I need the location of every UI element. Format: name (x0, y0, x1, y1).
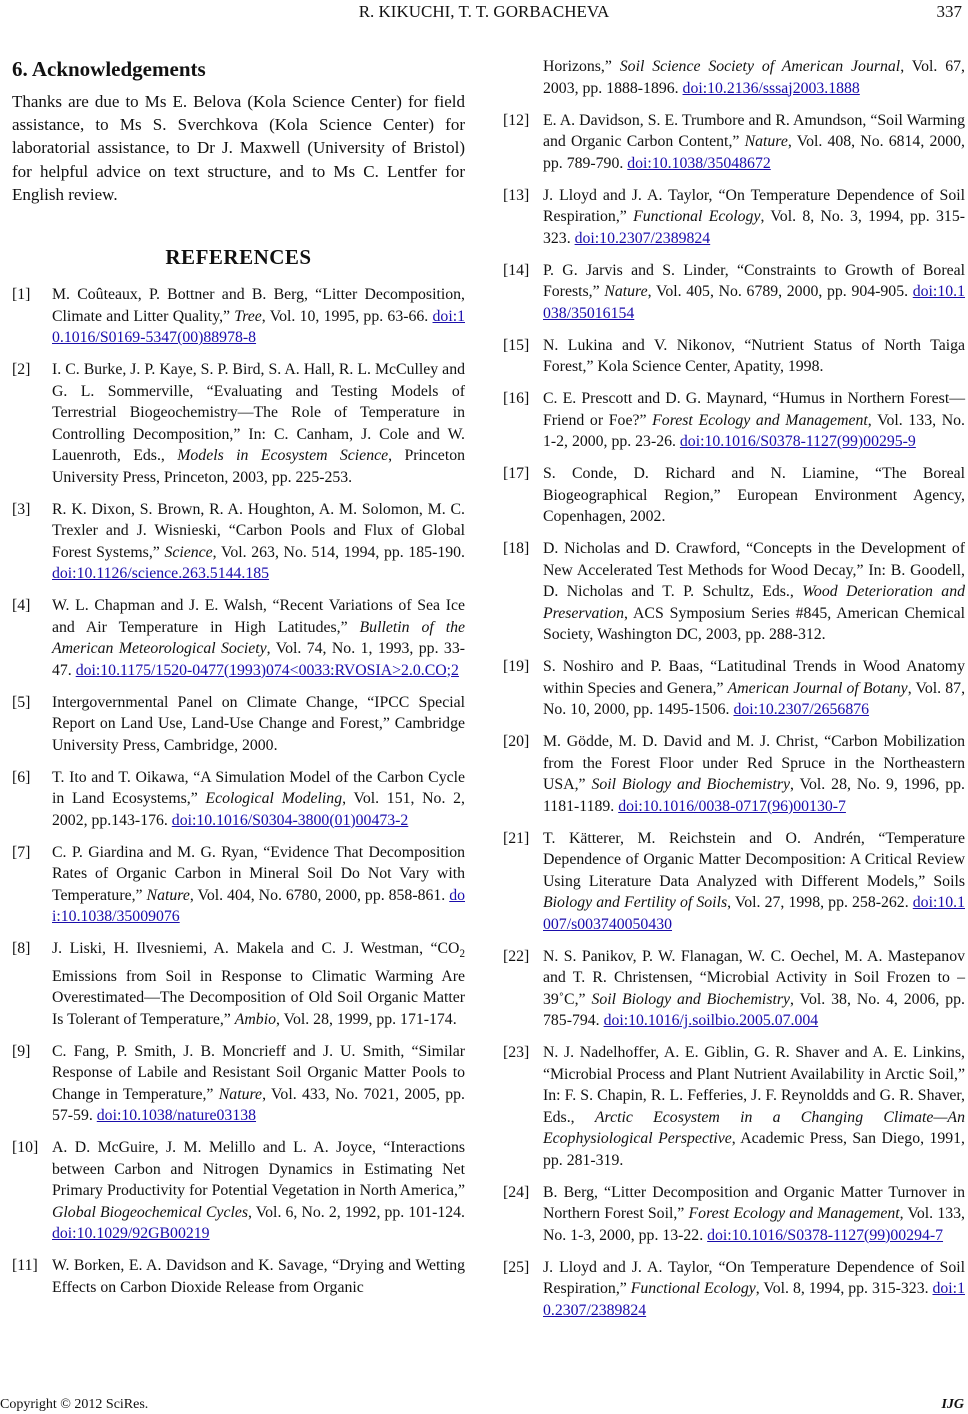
reference-text: I. C. Burke, J. P. Kaye, S. P. Bird, S. A. Hall, R. L. McCulley and G. L. Sommerville, “Evaluating and Testing Models of Terrestrial Biogeochemistry—The Role of Temperature in Controlling Decomposition,” In: C. Canham, J. Cole and W. Lauenroth, Eds., (52, 361, 465, 465)
publication-title: Bulletin of the American Meteorological Society (52, 618, 465, 658)
reference-text: , Vol. 133, No. 1-3, 2000, pp. 13-22. (543, 1205, 965, 1244)
reference-number: [16] (503, 390, 530, 407)
reference-text: T. Ito and T. Oikawa, “A Simulation Model of the Carbon Cycle in Land Ecosystems,” (52, 768, 465, 808)
reference-text: J. Lloyd and J. A. Taylor, “On Temperature Dependence of Soil Respiration,” (543, 1258, 965, 1297)
reference-text: Horizons,” (543, 58, 620, 75)
reference-text: , Vol. 8, No. 3, 1994, pp. 315-323. (543, 208, 965, 247)
publication-title: Ecological Modeling (205, 790, 343, 808)
reference-text: M. Gödde, M. D. David and M. J. Christ, “Carbon Mobilization from the Forest Floor under Red Spruce in the Northeastern USA,” (543, 733, 965, 793)
reference-text: Intergovernmental Panel on Climate Change, “IPCC Special Report on Land Use, Land-Use Change and Forest,” Cambridge University Press, Cambridge, 2000. (52, 693, 465, 754)
reference-text: , Vol. 28, No. 9, 1996, pp. 1181-1189. (543, 776, 966, 815)
publication-title: American Journal of Botany (727, 679, 908, 697)
doi-link[interactable]: doi:10.1038/35016154 (543, 283, 965, 322)
reference-text: B. Berg, “Litter Decomposition and Organic Matter Turnover in Northern Forest Soil,” (543, 1183, 965, 1222)
reference-item (12, 1041, 465, 1127)
doi-link[interactable]: doi:10.1038/35009076 (52, 886, 466, 926)
doi-link[interactable]: doi:10.1007/s003740050430 (543, 894, 965, 933)
reference-text: C. P. Giardina and M. G. Ryan, “Evidence That Decomposition Rates of Organic Carbon in Mineral Soil Do Not Vary with Temperature,” (52, 843, 465, 904)
reference-item (12, 284, 465, 349)
reference-item (503, 335, 965, 378)
reference-number: [15] (503, 336, 530, 354)
reference-item (503, 260, 965, 325)
reference-text: , Vol. 6, No. 2, 1992, pp. 101-124. (248, 1203, 465, 1221)
publication-title: Biology and Fertility of Soils (543, 894, 728, 911)
reference-text: W. L. Chapman and J. E. Walsh, “Recent Variations of Sea Ice and Air Temperature in High Latitudes,” (52, 597, 465, 636)
left-column (12, 56, 465, 1309)
reference-item (12, 938, 465, 1030)
publication-title: Functional Ecology (633, 208, 761, 225)
reference-item (503, 828, 965, 936)
reference-number: [1] (12, 286, 31, 304)
doi-link[interactable]: doi:10.1029/92GB00219 (52, 1225, 210, 1243)
reference-item (12, 359, 465, 488)
publication-title: Science (164, 543, 213, 561)
publication-title: Models in Ecosystem Science (177, 447, 389, 465)
reference-text: P. G. Jarvis and S. Linder, “Constraints to Growth of Boreal Forests,” (543, 261, 965, 300)
publication-title: Nature (146, 886, 190, 904)
reference-number: [3] (12, 500, 31, 518)
doi-link[interactable]: doi:10.2307/2389824 (543, 1280, 965, 1319)
reference-text: C. Fang, P. Smith, J. B. Moncrieff and J. U. Smith, “Similar Response of Labile and Resistant Soil Organic Matter Pools to Change in Temperature,” (52, 1042, 465, 1103)
right-column (503, 56, 965, 1332)
reference-text: , Vol. 263, No. 514, 1994, pp. 185-190. (212, 543, 465, 561)
publication-title: Soil Biology and Biochemistry (591, 776, 791, 793)
reference-number: [14] (503, 261, 530, 279)
reference-item (503, 388, 965, 453)
reference-number: [4] (12, 597, 31, 615)
reference-item (503, 110, 965, 175)
reference-item (12, 692, 465, 757)
doi-link[interactable]: doi:10.1016/S0378-1127(99)00294-7 (707, 1226, 944, 1244)
publication-title: Arctic Ecosystem in a Changing Climate—An Ecophysiological Perspective (543, 1108, 965, 1147)
reference-item (503, 1042, 965, 1171)
reference-text: , Academic Press, San Diego, 1991, pp. 281-319. (543, 1130, 965, 1169)
reference-text: , Vol. 408, No. 6814, 2000, pp. 789-790. (543, 133, 965, 172)
reference-number: [9] (12, 1042, 31, 1060)
doi-link[interactable]: doi:10.2136/sssaj2003.1888 (682, 79, 860, 97)
reference-text: S. Noshiro and P. Baas, “Latitudinal Trends in Wood Anatomy within Species and Genera,” (543, 658, 965, 697)
publication-title: Nature (744, 133, 788, 150)
reference-text: , Vol. 67, 2003, pp. 1888-1896. (543, 58, 966, 97)
reference-number: [20] (503, 733, 530, 750)
reference-item (503, 1182, 965, 1247)
reference-number: [8] (12, 940, 31, 958)
reference-text: W. Borken, E. A. Davidson and K. Savage, “Drying and Wetting Effects on Carbon Dioxide Release from Organic (52, 1257, 465, 1296)
reference-text: D. Nicholas and D. Crawford, “Concepts in the Development of New Accelerated Test Methods for Wood Decay,” In: B. Goodell, D. Nicholas and T. P. Schultz, Eds., (543, 540, 965, 600)
doi-link[interactable]: doi:10.1038/35048672 (627, 154, 771, 172)
copyright-footer: Copyright © 2012 SciRes. (0, 1397, 149, 1412)
publication-title: Ambio (234, 1010, 276, 1028)
reference-text: , Vol. 133, No. 1-2, 2000, pp. 23-26. (543, 411, 965, 450)
reference-text: J. Liski, H. Ilvesniemi, A. Makela and C. J. Westman, “CO (52, 940, 460, 958)
reference-text: R. K. Dixon, S. Brown, R. A. Houghton, A. M. Solomon, M. C. Trexler and J. Wisnieski, “Carbon Pools and Flux of Global Forest Systems,” (52, 500, 465, 561)
publication-title: Soil Science Society of American Journal (619, 58, 901, 75)
reference-item-continued (503, 56, 965, 99)
reference-number: [11] (12, 1257, 38, 1275)
reference-text: , ACS Symposium Series #845, American Chemical Society, Washington DC, 2003, pp. 288-312. (543, 604, 965, 643)
reference-text: , Vol. 27, 1998, pp. 258-262. (727, 894, 913, 911)
publication-title: Soil Biology and Biochemistry (591, 990, 791, 1008)
publication-title: Nature (604, 283, 648, 300)
doi-link[interactable]: doi:10.1175/1520-0477(1993)074<0033:RVOSIA>2.0.CO;2 (75, 661, 459, 679)
reference-number: [22] (503, 947, 530, 965)
publication-title: Forest Ecology and Management (652, 411, 868, 429)
reference-text: 2 (459, 948, 465, 961)
reference-text: S. Conde, D. Richard and N. Liamine, “The Boreal Biogeographical Region,” European Environment Agency, Copenhagen, 2002. (543, 465, 965, 525)
reference-number: [5] (12, 693, 31, 711)
reference-list-continued (503, 56, 965, 1321)
reference-text: , Vol. 433, No. 7021, 2005, pp. 57-59. (52, 1085, 465, 1125)
reference-text: , Vol. 151, No. 2, 2002, pp.143-176. (52, 790, 465, 829)
reference-text: J. Lloyd and J. A. Taylor, “On Temperature Dependence of Soil Respiration,” (543, 186, 965, 225)
doi-link[interactable]: doi:10.1016/j.soilbio.2005.07.004 (603, 1012, 819, 1029)
reference-number: [24] (503, 1183, 530, 1201)
reference-item (503, 656, 965, 721)
reference-number: [23] (503, 1044, 530, 1061)
reference-item (12, 1255, 465, 1298)
doi-link[interactable]: doi:10.1038/nature03138 (96, 1107, 257, 1125)
reference-text: M. Coûteaux, P. Bottner and B. Berg, “Litter Decomposition, Climate and Litter Quality,” (52, 286, 465, 325)
reference-number: [7] (12, 843, 31, 861)
reference-text: , Vol. 87, No. 10, 2000, pp. 1495-1506. (543, 679, 966, 718)
reference-number: [19] (503, 658, 530, 675)
reference-text: , Vol. 28, 1999, pp. 171-174. (276, 1010, 457, 1028)
reference-list (12, 284, 465, 1298)
reference-text: T. Kätterer, M. Reichstein and O. Andrén, “Temperature Dependence of Organic Matter Decomposition: A Critical Review Using Literature Data Analyzed with Different Models,” Soils (543, 829, 965, 890)
reference-text: C. E. Prescott and D. G. Maynard, “Humus in Northern Forest—Friend or Foe?” (543, 390, 965, 429)
reference-text: E. A. Davidson, S. E. Trumbore and R. Amundson, “Soil Warming and Organic Carbon Content,” (543, 111, 965, 150)
reference-number: [2] (12, 361, 31, 379)
reference-number: [12] (503, 111, 530, 129)
reference-text: N. Lukina and V. Nikonov, “Nutrient Status of North Taiga Forest,” Kola Science Center, Apatity, 1998. (543, 336, 965, 375)
reference-number: [17] (503, 465, 530, 482)
reference-item (12, 1137, 465, 1245)
doi-link[interactable]: doi:10.1016/S0304-3800(01)00473-2 (171, 811, 409, 829)
reference-text: A. D. McGuire, J. M. Melillo and L. A. Joyce, “Interactions between Carbon and Nitrogen Dynamics in Estimating Net Primary Productivity for Potential Vegetation in North America,” (52, 1139, 465, 1200)
reference-item (12, 842, 465, 928)
references-heading: REFERENCES (165, 245, 312, 270)
journal-abbrev: IJG (941, 1397, 964, 1412)
reference-item (503, 185, 965, 250)
publication-title: Forest Ecology and Management (688, 1205, 900, 1222)
publication-title: Global Biogeochemical Cycles (52, 1203, 248, 1221)
reference-item (12, 767, 465, 832)
page-number: 337 (936, 2, 962, 21)
doi-link[interactable]: doi:10.2307/2389824 (574, 229, 711, 247)
reference-text: , Vol. 74, No. 1, 1993, pp. 33-47. (52, 640, 465, 679)
acknowledgements-heading: 6. Acknowledgements (12, 57, 206, 81)
reference-text: , Vol. 10, 1995, pp. 63-66. (261, 307, 433, 325)
reference-item (503, 946, 965, 1032)
reference-item (503, 463, 965, 528)
reference-number: [21] (503, 829, 530, 847)
doi-link[interactable]: doi:10.1016/0038-0717(96)00130-7 (618, 797, 846, 815)
reference-text: N. J. Nadelhoffer, A. E. Giblin, G. R. Shaver and A. E. Linkins, “Microbial Process and Plant Nutrient Availability in Arctic Soil,” In: F. S. Chapin, R. L. Fefferies, J. F. Reynoldds and G. R. Shaver, Eds., (543, 1044, 965, 1126)
reference-number: [10] (12, 1139, 39, 1157)
reference-number: [13] (503, 186, 530, 204)
reference-text: , Vol. 404, No. 6780, 2000, pp. 858-861. (189, 886, 450, 904)
reference-number: [18] (503, 540, 530, 557)
reference-text: , Vol. 38, No. 4, 2006, pp. 785-794. (543, 990, 965, 1029)
doi-link[interactable]: doi:10.2307/2656876 (733, 701, 870, 718)
reference-text: Emissions from Soil in Response to Climatic Warming Are Overestimated—The Decomposition of Old Soil Organic Matter Is Tolerant of Temperature,” (52, 967, 465, 1028)
reference-number: [25] (503, 1258, 530, 1276)
reference-text: , Vol. 405, No. 6789, 2000, pp. 904-905. (647, 283, 913, 300)
publication-title: Functional Ecology (630, 1280, 756, 1297)
publication-title: Tree (234, 307, 262, 325)
publication-title: Wood Deterioration and Preservation (543, 583, 966, 622)
running-header: R. KIKUCHI, T. T. GORBACHEVA (358, 2, 610, 21)
reference-item (503, 538, 965, 646)
doi-link[interactable]: doi:10.1016/S0169-5347(00)88978-8 (52, 307, 465, 347)
acknowledgements-text: Thanks are due to Ms E. Belova (Kola Science Center) for field assistance, to Ms S. Sverchkova (Kola Science Center) for laboratorial assistance, to Dr J. Maxwell (University of Bristol) for helpful advice on text structure, and to Ms C. Lentfer for English review. (12, 92, 465, 204)
reference-item (503, 1257, 965, 1322)
reference-item (12, 499, 465, 585)
doi-link[interactable]: doi:10.1016/S0378-1127(99)00295-9 (679, 433, 916, 450)
reference-number: [6] (12, 768, 31, 786)
reference-item (12, 595, 465, 681)
publication-title: Nature (218, 1085, 263, 1103)
reference-text: N. S. Panikov, P. W. Flanagan, W. C. Oechel, M. A. Mastepanov and T. R. Christensen, “Microbial Activity in Soil Frozen to –39˚C,” (543, 947, 965, 1008)
reference-item (503, 731, 965, 817)
reference-text: , Vol. 8, 1994, pp. 315-323. (755, 1280, 933, 1297)
doi-link[interactable]: doi:10.1126/science.263.5144.185 (52, 565, 270, 583)
reference-text: , Princeton University Press, Princeton, 2003, pp. 225-253. (52, 447, 466, 486)
